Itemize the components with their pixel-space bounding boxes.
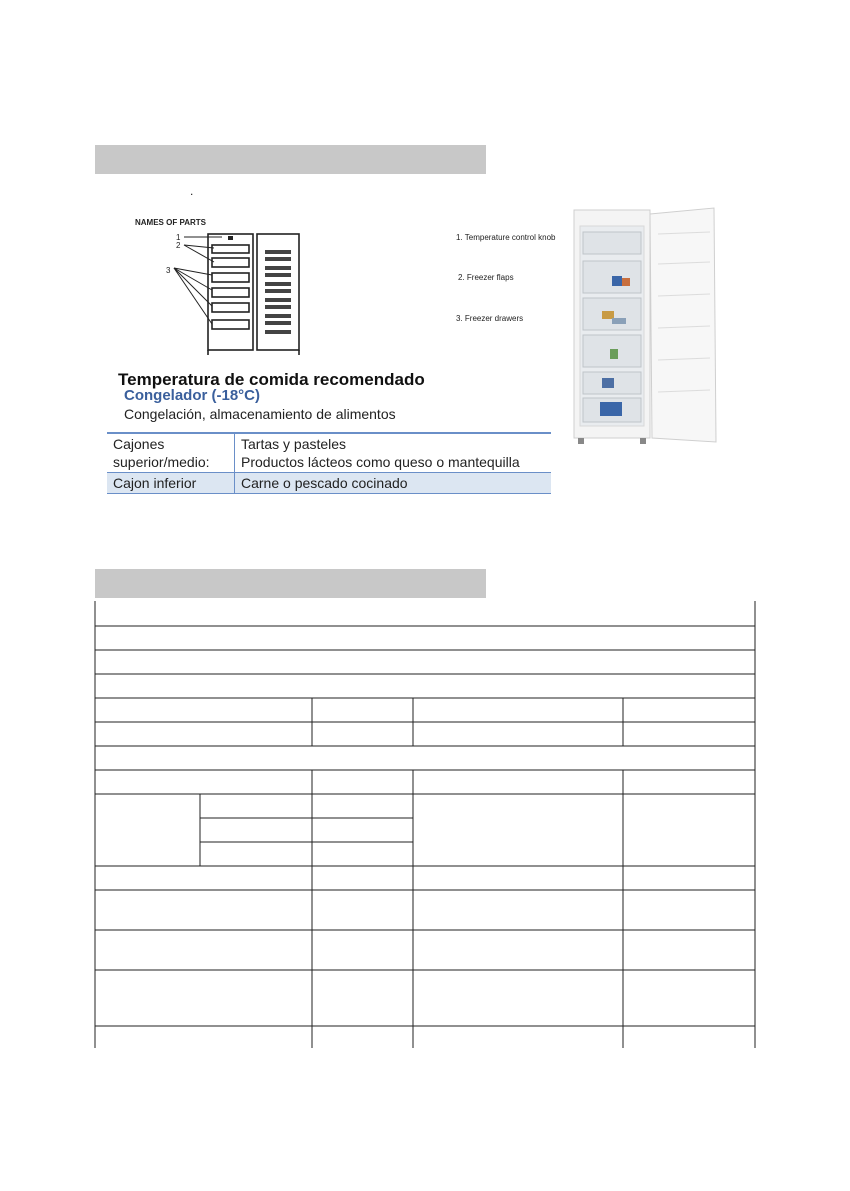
section-header-bar-top [95,145,486,174]
storage-place-cell: Cajon inferior [107,473,235,494]
recommended-temp-title: Temperatura de comida recomendado [118,370,425,389]
stray-dot: . [190,184,194,198]
freezer-photo [572,206,722,446]
food-type-cell: Carne o pescado cocinado [235,473,552,494]
part-marker-2: 2 [176,241,181,250]
part-marker-1: 1 [176,233,181,242]
part-marker-3: 3 [166,266,171,275]
recommended-food-table [107,432,551,494]
legend-item-temperature-knob: 1. Temperature control knob [456,233,556,242]
table-row [107,433,551,473]
legend-item-freezer-flaps: 2. Freezer flaps [458,273,514,282]
table-row [107,473,551,494]
legend-item-freezer-drawers: 3. Freezer drawers [456,314,524,323]
freezer-temp-subtitle: Congelador (-18°C) [124,387,261,404]
storage-place-cell: Cajones superior/medio: [107,433,235,473]
freezer-parts-diagram [170,228,305,358]
freezer-usage-description: Congelación, almacenamiento de alimentos [124,406,396,422]
food-type-cell: Tartas y pasteles Productos lácteos como queso o mantequilla [235,433,552,473]
section-header-bar-bottom [95,569,486,598]
names-of-parts-title: NAMES OF PARTS [135,218,206,227]
